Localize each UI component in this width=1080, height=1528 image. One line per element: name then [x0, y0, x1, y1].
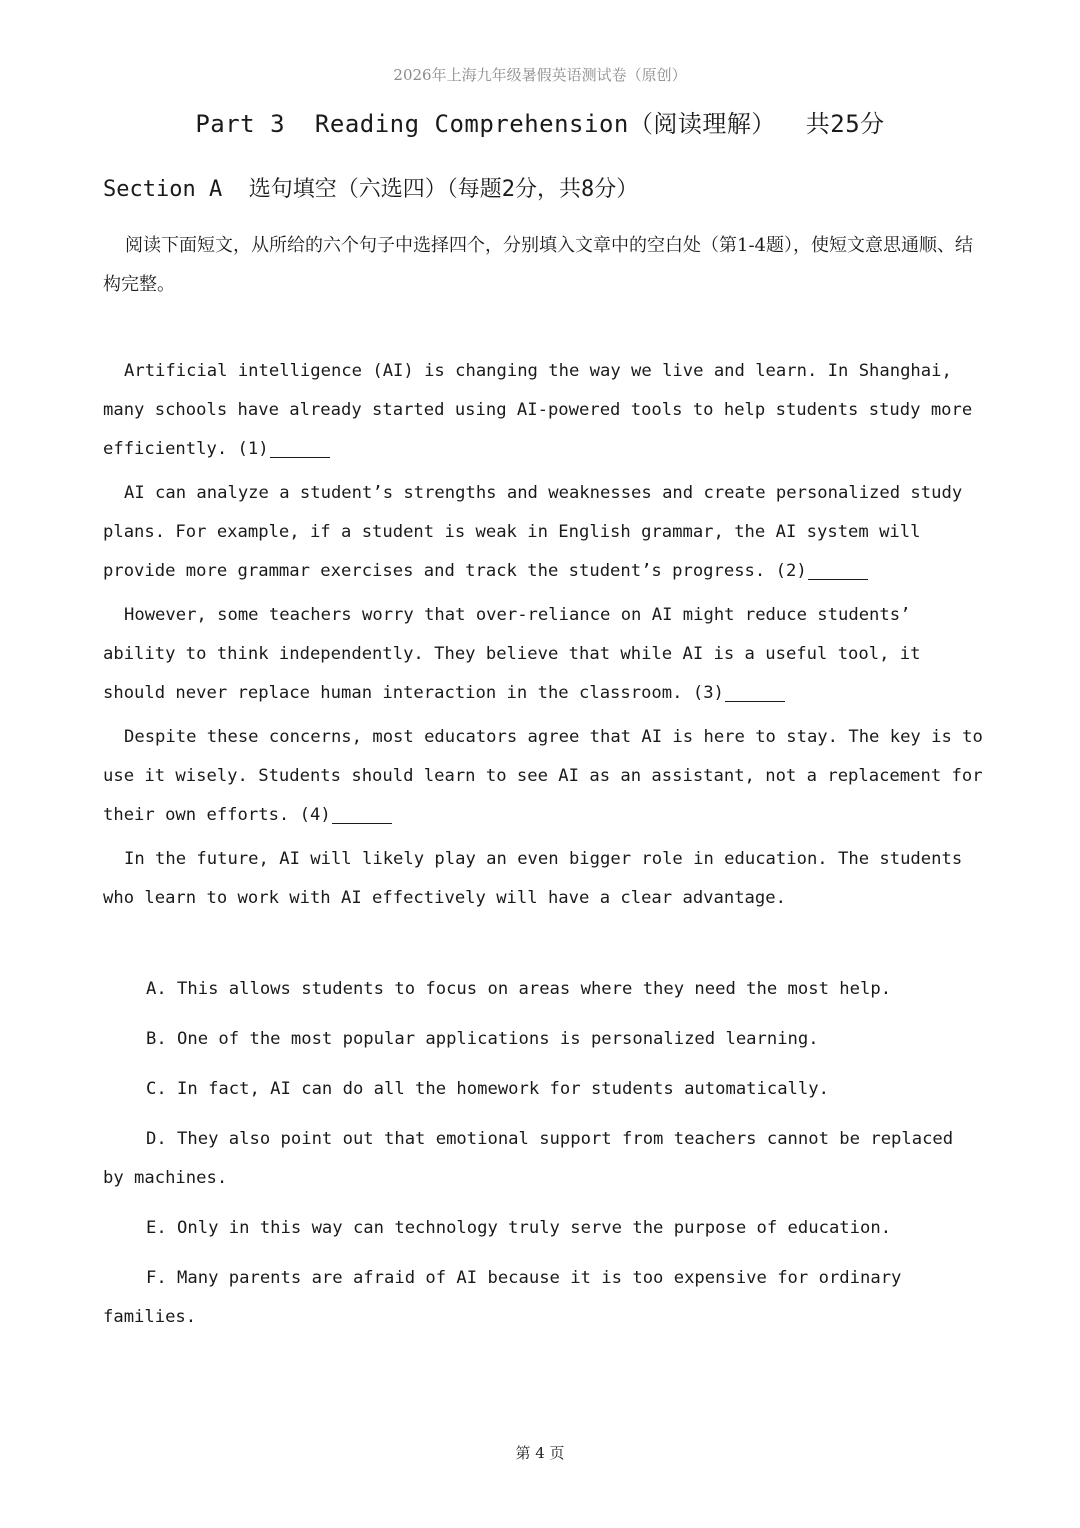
page-header: 2026年上海九年级暑假英语测试卷（原创）: [393, 66, 687, 84]
passage-paragraph-2: [103, 474, 983, 591]
option-a: A. This allows students to focus on areas where they need the most help.: [146, 979, 892, 999]
passage-paragraph-3: [103, 596, 983, 713]
page-number: 第 4 页: [515, 1444, 565, 1462]
option-e: E. Only in this way can technology truly serve the purpose of education.: [146, 1218, 892, 1238]
answer-options: [103, 970, 983, 1348]
passage-paragraph-5: [103, 840, 983, 918]
option-d: D. They also point out that emotional support from teachers cannot be replaced by machines.: [103, 1129, 954, 1188]
section-title: Section A 选句填空（六选四）（每题2分，共8分）: [103, 177, 639, 202]
blank-3[interactable]: [693, 683, 785, 703]
passage-paragraph-1: [103, 352, 983, 469]
blank-number: (2): [775, 561, 807, 581]
paragraph-text: Despite these concerns, most educators agree that AI is here to stay. The key is to use it wisely. Students should learn to see AI as an assistant, not a replacement for their own efforts.: [103, 727, 983, 825]
instructions: 阅读下面短文，从所给的六个句子中选择四个，分别填入文章中的空白处（第1-4题），使短文意思通顺、结构完整。: [103, 235, 973, 295]
blank-2[interactable]: [776, 561, 868, 581]
part-title: Part 3 Reading Comprehension（阅读理解） 共25分: [195, 110, 885, 138]
passage-paragraph-4: [103, 718, 983, 835]
answer-line: [808, 559, 868, 580]
answer-line: [725, 681, 785, 702]
blank-number: (4): [299, 805, 331, 825]
paragraph-text: In the future, AI will likely play an even bigger role in education. The students who learn to work with AI effectively will have a clear advantage.: [103, 849, 963, 908]
option-b: B. One of the most popular applications is personalized learning.: [146, 1029, 819, 1049]
reading-passage: [103, 352, 983, 923]
option-c: C. In fact, AI can do all the homework for students automatically.: [146, 1079, 829, 1099]
paragraph-text: However, some teachers worry that over-reliance on AI might reduce students’ ability to think independently. They believe that while AI is a useful tool, it should never replace human interaction in the classroom.: [103, 605, 921, 703]
option-f: F. Many parents are afraid of AI because it is too expensive for ordinary families.: [103, 1268, 902, 1327]
blank-number: (3): [692, 683, 724, 703]
blank-number: (1): [237, 439, 269, 459]
paragraph-text: AI can analyze a student’s strengths and weaknesses and create personalized study plans. For example, if a student is weak in English grammar, the AI system will provide more grammar exercises and track the student’s progress.: [103, 483, 963, 581]
paragraph-text: Artificial intelligence (AI) is changing the way we live and learn. In Shanghai, many schools have already started using AI-powered tools to help students study more efficiently.: [103, 361, 973, 459]
blank-1[interactable]: [238, 439, 330, 459]
answer-line: [332, 803, 392, 824]
answer-line: [270, 437, 330, 458]
blank-4[interactable]: [300, 805, 392, 825]
